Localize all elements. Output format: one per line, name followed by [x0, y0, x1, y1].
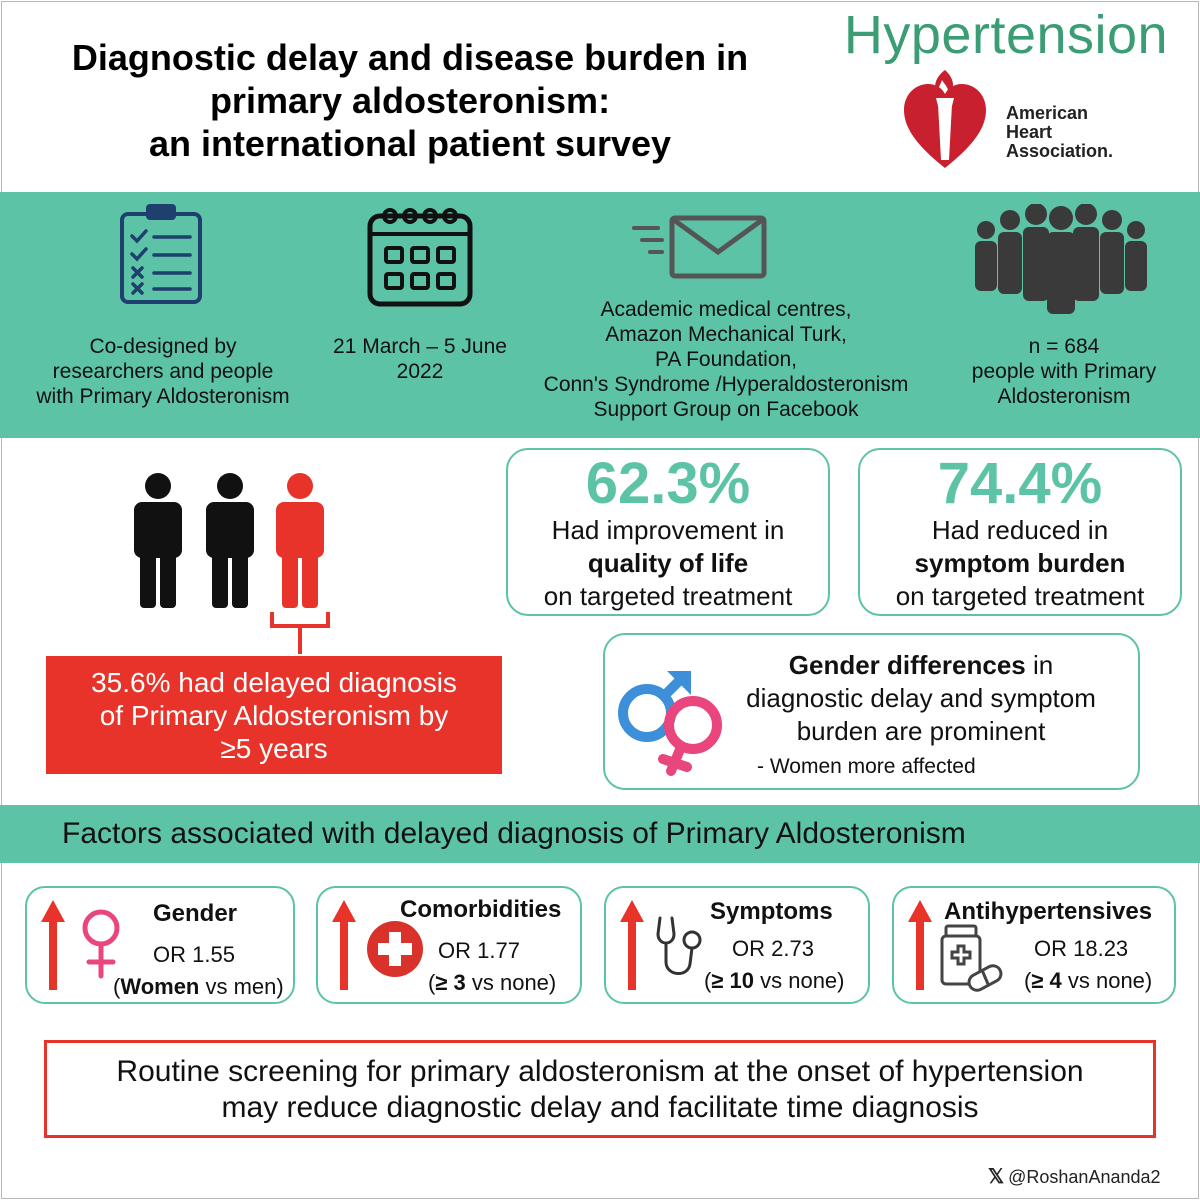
- design-line-1: Co-designed by: [89, 335, 237, 358]
- stat-line-3: on targeted treatment: [895, 581, 1145, 611]
- delay-line-2: of Primary Aldosteronism by: [99, 700, 449, 731]
- stat-bold-line: symptom burden: [914, 548, 1126, 578]
- recruitment-text: [520, 297, 932, 422]
- up-arrow-icon: [332, 900, 356, 990]
- factor-title: Antihypertensives: [944, 898, 1153, 925]
- gender-differences-box: [603, 633, 1140, 790]
- factors-title: Factors associated with delayed diagnosis of Primary Aldosteronism: [62, 817, 966, 850]
- factor-comorbidities: [316, 886, 582, 1004]
- design-line-3: with Primary Aldosteronism: [36, 385, 290, 408]
- pills-icon: [938, 924, 1006, 992]
- dates-line-2: 2022: [396, 360, 444, 383]
- delay-line-1: 35.6% had delayed diagnosis: [91, 667, 457, 698]
- factor-title: Comorbidities: [400, 896, 562, 923]
- handle-text: @RoshanAnanda2: [1008, 1167, 1161, 1187]
- aha-wordmark: [1006, 104, 1113, 161]
- gender-bold-text: Gender differences: [788, 650, 1026, 680]
- recruitment-line-3: PA Foundation,: [654, 348, 798, 371]
- design-text: [20, 334, 306, 409]
- medical-cross-icon: [366, 920, 424, 978]
- factor-odds-ratio: OR 2.73: [732, 936, 814, 961]
- stat-line-1: Had reduced in: [931, 515, 1109, 545]
- gender-line-3: burden are prominent: [796, 716, 1046, 746]
- stethoscope-icon: [652, 914, 710, 984]
- gender-symbols-icon: [613, 667, 733, 785]
- factor-gender: [25, 886, 295, 1004]
- stat-value: 62.3%: [585, 451, 751, 516]
- up-arrow-icon: [41, 900, 65, 990]
- stat-value: 74.4%: [937, 451, 1103, 516]
- female-symbol-icon: [663, 701, 717, 771]
- gender-text: [731, 649, 1111, 748]
- sample-text: [950, 334, 1178, 409]
- person-icon-black-1: [134, 473, 182, 608]
- title-line-1: Diagnostic delay and disease burden in: [71, 37, 749, 78]
- factor-odds-ratio: OR 1.55: [153, 942, 235, 967]
- author-handle[interactable]: [988, 1164, 1161, 1189]
- page-title: [20, 36, 800, 165]
- factor-odds-ratio: OR 1.77: [438, 938, 520, 963]
- recruitment-line-1: Academic medical centres,: [600, 298, 852, 321]
- stat-line-1: Had improvement in: [551, 515, 785, 545]
- design-line-2: researchers and people: [52, 360, 274, 383]
- aha-line-1: American: [1006, 103, 1089, 123]
- title-line-2: primary aldosteronism:: [209, 80, 611, 121]
- aha-line-2: Heart: [1006, 122, 1053, 142]
- factor-symptoms: [604, 886, 870, 1004]
- aha-line-3: Association.: [1006, 141, 1114, 161]
- conclusion-box: [44, 1040, 1156, 1138]
- conclusion-line-2: may reduce diagnostic delay and facilitate time diagnosis: [221, 1091, 979, 1124]
- calendar-icon: [366, 202, 474, 308]
- factor-title: Symptoms: [710, 898, 833, 925]
- bracket-connector: [268, 610, 332, 654]
- dates-line-1: 21 March – 5 June: [333, 335, 507, 358]
- gender-line-1-rest: in: [1025, 650, 1054, 680]
- gender-line-2: diagnostic delay and symptom: [746, 683, 1096, 713]
- aha-heart-torch-icon: [900, 64, 990, 174]
- person-icon-red: [276, 473, 324, 608]
- gender-note: - Women more affected: [757, 755, 976, 778]
- up-arrow-icon: [908, 900, 932, 990]
- factor-comparison: (Women vs men): [113, 974, 284, 999]
- stat-bold-line: quality of life: [587, 548, 749, 578]
- delayed-diagnosis-box: [46, 656, 502, 774]
- factor-odds-ratio: OR 18.23: [1034, 936, 1129, 961]
- quality-of-life-stat: [506, 448, 830, 616]
- sample-line-1: n = 684: [1028, 335, 1100, 358]
- dates-text: [316, 334, 524, 384]
- female-symbol-icon: [79, 908, 123, 980]
- envelope-icon: [632, 214, 768, 280]
- recruitment-line-5: Support Group on Facebook: [593, 398, 859, 421]
- factor-comparison: (≥ 3 vs none): [428, 970, 557, 995]
- sample-line-3: Aldosteronism: [997, 385, 1131, 408]
- conclusion-line-1: Routine screening for primary aldosteronism at the onset of hypertension: [116, 1055, 1084, 1088]
- factor-title: Gender: [153, 900, 238, 927]
- journal-name: Hypertension: [843, 5, 1169, 65]
- delay-line-3: ≥5 years: [220, 733, 328, 764]
- stat-line-3: on targeted treatment: [543, 581, 793, 611]
- factor-comparison: (≥ 10 vs none): [704, 968, 845, 993]
- sample-line-2: people with Primary: [971, 360, 1157, 383]
- crowd-icon: [972, 204, 1150, 316]
- up-arrow-icon: [620, 900, 644, 990]
- clipboard-checklist-icon: [118, 200, 204, 306]
- factors-band: [0, 805, 1200, 863]
- symptom-burden-stat: [858, 448, 1182, 616]
- x-logo-icon: 𝕏: [988, 1166, 1005, 1188]
- recruitment-line-4: Conn's Syndrome /Hyperaldosteronism: [543, 373, 909, 396]
- factor-comparison: (≥ 4 vs none): [1024, 968, 1153, 993]
- person-icon-black-2: [206, 473, 254, 608]
- factor-antihypertensives: [892, 886, 1176, 1004]
- title-line-3: an international patient survey: [148, 123, 672, 164]
- people-icon-group: [120, 470, 340, 612]
- recruitment-line-2: Amazon Mechanical Turk,: [605, 323, 847, 346]
